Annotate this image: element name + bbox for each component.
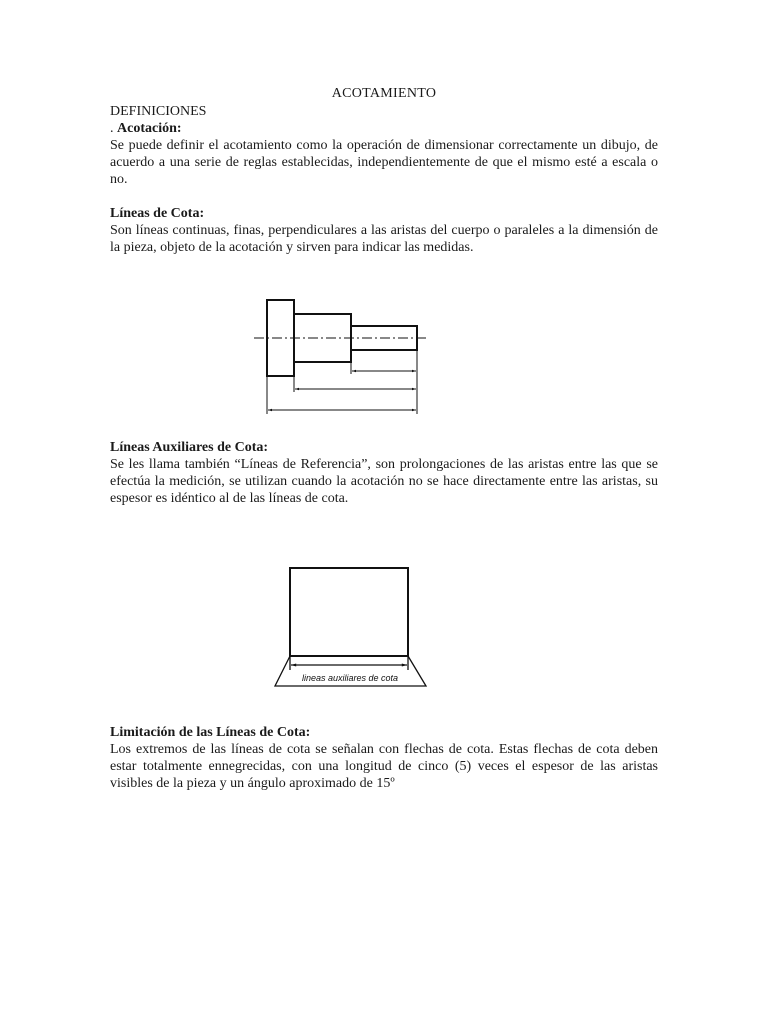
lineas-auxiliares-heading: Líneas Auxiliares de Cota: (110, 440, 269, 455)
lineas-cota-heading: Líneas de Cota: (110, 206, 205, 221)
auxiliary-lines-label: lineas auxiliares de cota (301, 673, 399, 683)
lineas-cota-body: Son líneas continuas, finas, perpendiculares a las aristas del cuerpo o paraleles a la dimensión de la pieza, objeto de la acotación y sirven para indicar las medidas. (110, 223, 658, 255)
limitacion-heading: Limitación de las Líneas de Cota: (110, 725, 311, 740)
acotacion-body: Se puede definir el acotamiento como la operación de dimensionar correctamente un dibujo, de acuerdo a una serie de reglas establecidas, independientemente de que el mismo esté a escala o no. (110, 138, 658, 187)
stepped-shaft-figure (250, 292, 432, 418)
limitacion-body: Los extremos de las líneas de cota se señalan con flechas de cota. Estas flechas de cota deben estar totalmente ennegrecidas, con una longitud de cinco (5) veces el espesor de las aristas visibles de la pieza y un ángulo aproximado de 15º (110, 742, 658, 791)
acotacion-heading: Acotación: (117, 121, 182, 136)
acotacion-prefix: . (110, 121, 117, 136)
auxiliary-lines-figure (270, 562, 430, 692)
lineas-auxiliares-body: Se les llama también “Líneas de Referencia”, son prolongaciones de las aristas entre las que se efectúa la medición, se utilizan cuando la acotación no se hace directamente entre las aristas, su espesor es idéntico al de las líneas de cota. (110, 457, 658, 506)
definitions-label: DEFINICIONES (110, 104, 207, 119)
page-title: ACOTAMIENTO (331, 86, 437, 101)
acotacion-heading-line (110, 120, 658, 137)
part-rectangle (290, 568, 408, 656)
